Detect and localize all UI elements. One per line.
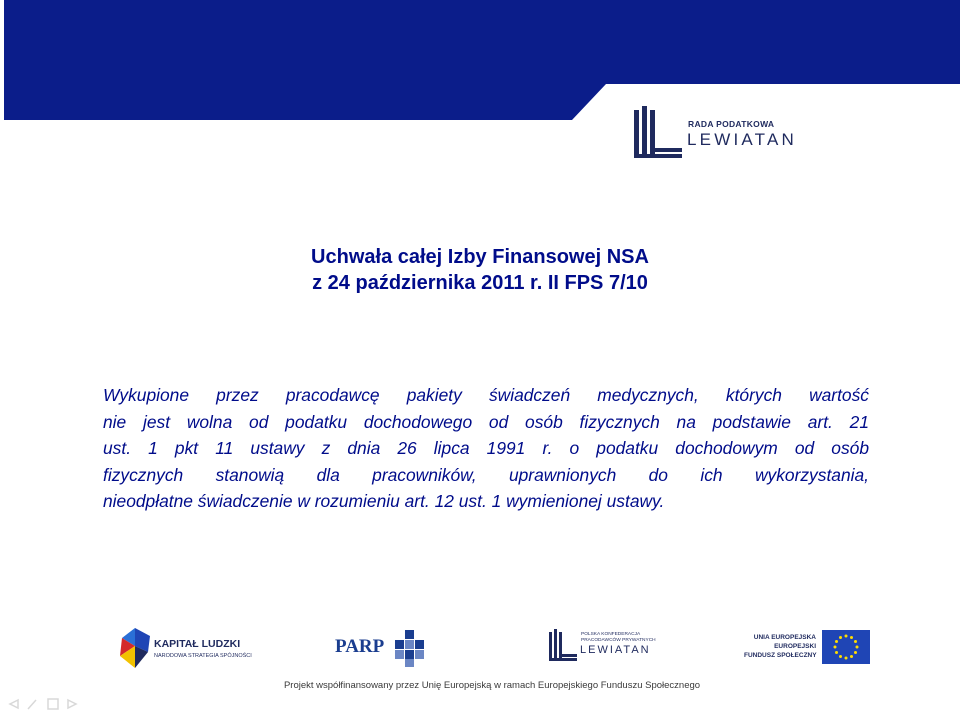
footer-caption: Projekt współfinansowany przez Unię Europejską w ramach Europejskiego Funduszu Społecznego (283, 680, 701, 691)
pkpp-subtitle-line-1: POLSKA KONFEDERACJA (581, 632, 641, 637)
body-line: fizycznych stanowią dla pracowników, uprawnionych do ich wykorzystania, (103, 464, 869, 485)
pkpp-subtitle (581, 632, 656, 644)
eu-text (744, 633, 816, 660)
kapital-ludzki-title: KAPITAŁ LUDZKI (154, 638, 241, 650)
body-line: Wykupione przez pracodawcę pakiety świadczeń medycznych, których wartość (103, 385, 869, 405)
body-paragraph (103, 382, 869, 515)
pkpp-subtitle-line-2: PRACODAWCÓW PRYWATNYCH (581, 638, 656, 643)
eu-line-2: EUROPEJSKI (774, 643, 816, 650)
pkpp-mark-icon (546, 628, 578, 664)
previous-slide-icon[interactable] (10, 700, 18, 708)
top-banner (0, 0, 960, 120)
pkpp-lewiatan-logo (546, 628, 666, 668)
next-slide-icon[interactable] (68, 700, 76, 708)
eu-social-fund-logo (744, 630, 874, 666)
parp-emblem-icon (393, 630, 431, 668)
pkpp-name: LEWIATAN (580, 644, 651, 656)
title-line-2: z 24 października 2011 r. II FPS 7/10 (312, 272, 648, 294)
kapital-ludzki-subtitle: NARODOWA STRATEGIA SPÓJNOŚCI (154, 653, 252, 659)
logo-name: LEWIATAN (687, 130, 797, 149)
lewiatan-mark-icon (630, 104, 684, 164)
body-line: nieodpłatne świadczenie w rozumieniu art. 12 ust. 1 wymienionej ustawy. (103, 491, 665, 511)
menu-icon[interactable] (48, 699, 58, 709)
eu-line-3: FUNDUSZ SPOŁECZNY (744, 652, 817, 659)
kapital-ludzki-logo (118, 626, 258, 670)
page-title (0, 244, 960, 296)
slide-nav-controls (4, 696, 94, 712)
parp-logo (335, 630, 435, 670)
body-line: nie jest wolna od podatku dochodowego od osób fizycznych na podstawie art. 21 (103, 411, 869, 432)
title-line-1: Uchwała całej Izby Finansowej NSA (311, 246, 649, 268)
pen-icon[interactable] (28, 700, 36, 709)
eu-line-1: UNIA EUROPEJSKA (753, 634, 816, 641)
parp-name: PARP (335, 636, 385, 657)
logo-subtitle: RADA PODATKOWA (688, 119, 775, 129)
rada-podatkowa-lewiatan-logo (630, 104, 830, 164)
body-line: ust. 1 pkt 11 ustawy z dnia 26 lipca 1991 r. o podatku dochodowym od osób (103, 438, 869, 458)
eu-flag-icon (822, 630, 870, 664)
kapital-ludzki-emblem-icon (118, 626, 152, 670)
